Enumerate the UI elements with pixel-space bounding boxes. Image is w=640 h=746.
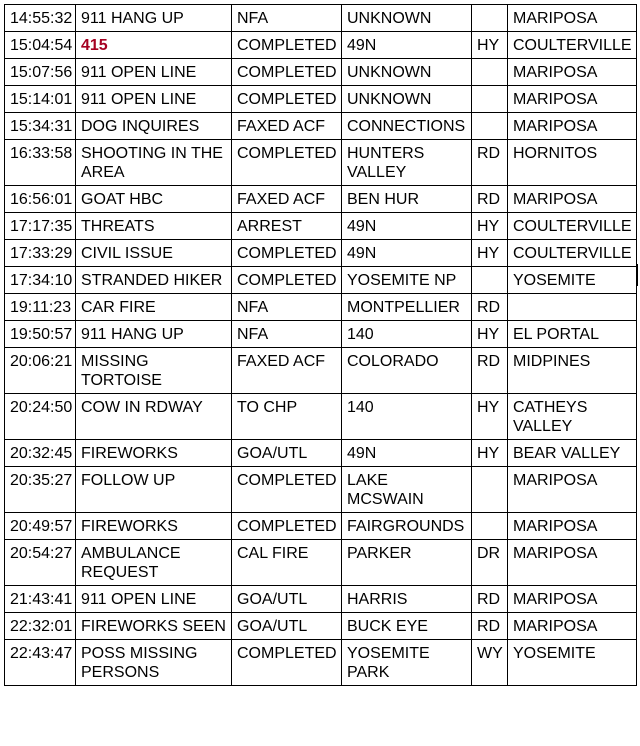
call-log-table — [4, 4, 637, 686]
call-type-cell: CAR FIRE — [76, 294, 232, 321]
city-cell: MARIPOSA — [508, 186, 637, 213]
call-type-cell: CIVIL ISSUE — [76, 240, 232, 267]
call-type-cell: FIREWORKS SEEN — [76, 613, 232, 640]
time-cell: 15:04:54 — [5, 32, 76, 59]
disposition-cell: COMPLETED — [232, 59, 342, 86]
time-cell: 19:50:57 — [5, 321, 76, 348]
city-cell: MARIPOSA — [508, 613, 637, 640]
city-cell: COULTERVILLE — [508, 213, 637, 240]
call-type-cell: AMBULANCE REQUEST — [76, 540, 232, 586]
time-cell: 20:49:57 — [5, 513, 76, 540]
street-type-cell: HY — [472, 213, 508, 240]
city-cell: CATHEYS VALLEY — [508, 394, 637, 440]
time-cell: 15:34:31 — [5, 113, 76, 140]
call-type-cell: 911 HANG UP — [76, 321, 232, 348]
city-cell: COULTERVILLE — [508, 240, 637, 267]
street-type-cell — [472, 467, 508, 513]
call-type-cell: POSS MISSING PERSONS — [76, 640, 232, 686]
street-cell: BUCK EYE — [342, 613, 472, 640]
time-cell: 20:35:27 — [5, 467, 76, 513]
call-type-cell: COW IN RDWAY — [76, 394, 232, 440]
street-cell: 140 — [342, 394, 472, 440]
street-type-cell: RD — [472, 348, 508, 394]
street-cell: CONNECTIONS — [342, 113, 472, 140]
city-cell: YOSEMITE — [508, 640, 637, 686]
call-type-cell: SHOOTING IN THE AREA — [76, 140, 232, 186]
time-cell: 20:06:21 — [5, 348, 76, 394]
street-type-cell: RD — [472, 140, 508, 186]
street-cell: FAIRGROUNDS — [342, 513, 472, 540]
disposition-cell: FAXED ACF — [232, 348, 342, 394]
street-cell: 140 — [342, 321, 472, 348]
street-cell: UNKNOWN — [342, 86, 472, 113]
time-cell: 16:56:01 — [5, 186, 76, 213]
city-cell: EL PORTAL — [508, 321, 637, 348]
city-cell: MIDPINES — [508, 348, 637, 394]
disposition-cell: CAL FIRE — [232, 540, 342, 586]
disposition-cell: TO CHP — [232, 394, 342, 440]
street-type-cell — [472, 513, 508, 540]
call-type-cell: THREATS — [76, 213, 232, 240]
street-cell: LAKE MCSWAIN — [342, 467, 472, 513]
street-type-cell: HY — [472, 394, 508, 440]
disposition-cell: ARREST — [232, 213, 342, 240]
city-cell: YOSEMITE — [508, 267, 637, 294]
table-row — [5, 321, 637, 348]
street-type-cell — [472, 86, 508, 113]
street-type-cell — [472, 113, 508, 140]
table-row — [5, 640, 637, 686]
time-cell: 20:32:45 — [5, 440, 76, 467]
table-row — [5, 140, 637, 186]
street-cell: 49N — [342, 440, 472, 467]
city-cell: MARIPOSA — [508, 59, 637, 86]
table-row — [5, 513, 637, 540]
time-cell: 19:11:23 — [5, 294, 76, 321]
call-type-cell: 911 OPEN LINE — [76, 86, 232, 113]
table-row — [5, 348, 637, 394]
street-type-cell — [472, 59, 508, 86]
disposition-cell: NFA — [232, 321, 342, 348]
street-cell: MONTPELLIER — [342, 294, 472, 321]
street-type-cell — [472, 267, 508, 294]
call-type-cell: 415 — [76, 32, 232, 59]
street-type-cell: HY — [472, 440, 508, 467]
street-type-cell: RD — [472, 586, 508, 613]
street-cell: UNKNOWN — [342, 5, 472, 32]
street-type-cell: RD — [472, 613, 508, 640]
city-cell: HORNITOS — [508, 140, 637, 186]
street-cell: BEN HUR — [342, 186, 472, 213]
table-row — [5, 540, 637, 586]
street-type-cell: RD — [472, 186, 508, 213]
street-cell: YOSEMITE NP — [342, 267, 472, 294]
disposition-cell: NFA — [232, 294, 342, 321]
disposition-cell: COMPLETED — [232, 240, 342, 267]
city-cell: MARIPOSA — [508, 540, 637, 586]
city-cell: BEAR VALLEY — [508, 440, 637, 467]
time-cell: 15:07:56 — [5, 59, 76, 86]
table-row — [5, 59, 637, 86]
street-type-cell: DR — [472, 540, 508, 586]
disposition-cell: COMPLETED — [232, 467, 342, 513]
street-cell: 49N — [342, 240, 472, 267]
street-cell: HARRIS — [342, 586, 472, 613]
city-cell: MARIPOSA — [508, 467, 637, 513]
table-row — [5, 440, 637, 467]
table-row — [5, 32, 637, 59]
disposition-cell: COMPLETED — [232, 140, 342, 186]
time-cell: 14:55:32 — [5, 5, 76, 32]
table-row — [5, 86, 637, 113]
call-type-cell: STRANDED HIKER — [76, 267, 232, 294]
time-cell: 21:43:41 — [5, 586, 76, 613]
city-cell: MARIPOSA — [508, 113, 637, 140]
street-type-cell: WY — [472, 640, 508, 686]
call-type-cell: DOG INQUIRES — [76, 113, 232, 140]
time-cell: 17:17:35 — [5, 213, 76, 240]
time-cell: 22:43:47 — [5, 640, 76, 686]
street-cell: YOSEMITE PARK — [342, 640, 472, 686]
disposition-cell: COMPLETED — [232, 86, 342, 113]
street-cell: COLORADO — [342, 348, 472, 394]
disposition-cell: FAXED ACF — [232, 113, 342, 140]
time-cell: 20:24:50 — [5, 394, 76, 440]
disposition-cell: COMPLETED — [232, 267, 342, 294]
call-type-cell: FIREWORKS — [76, 513, 232, 540]
disposition-cell: GOA/UTL — [232, 440, 342, 467]
street-cell: HUNTERS VALLEY — [342, 140, 472, 186]
call-type-cell: 911 OPEN LINE — [76, 59, 232, 86]
disposition-cell: COMPLETED — [232, 513, 342, 540]
time-cell: 15:14:01 — [5, 86, 76, 113]
disposition-cell: FAXED ACF — [232, 186, 342, 213]
call-type-cell: FIREWORKS — [76, 440, 232, 467]
disposition-cell: GOA/UTL — [232, 613, 342, 640]
disposition-cell: NFA — [232, 5, 342, 32]
disposition-cell: GOA/UTL — [232, 586, 342, 613]
table-row — [5, 467, 637, 513]
table-row — [5, 240, 637, 267]
disposition-cell: COMPLETED — [232, 640, 342, 686]
call-type-cell: 911 OPEN LINE — [76, 586, 232, 613]
city-cell — [508, 294, 637, 321]
disposition-cell: COMPLETED — [232, 32, 342, 59]
street-cell: 49N — [342, 32, 472, 59]
table-row — [5, 113, 637, 140]
call-type-cell: GOAT HBC — [76, 186, 232, 213]
time-cell: 17:33:29 — [5, 240, 76, 267]
call-type-cell: MISSING TORTOISE — [76, 348, 232, 394]
page-edge-divider — [637, 264, 638, 286]
street-type-cell: HY — [472, 32, 508, 59]
time-cell: 17:34:10 — [5, 267, 76, 294]
table-row — [5, 267, 637, 294]
call-type-cell: 911 HANG UP — [76, 5, 232, 32]
table-row — [5, 613, 637, 640]
time-cell: 20:54:27 — [5, 540, 76, 586]
table-row — [5, 213, 637, 240]
city-cell: COULTERVILLE — [508, 32, 637, 59]
table-row — [5, 5, 637, 32]
table-row — [5, 294, 637, 321]
city-cell: MARIPOSA — [508, 513, 637, 540]
table-row — [5, 186, 637, 213]
street-cell: 49N — [342, 213, 472, 240]
street-type-cell: RD — [472, 294, 508, 321]
street-type-cell: HY — [472, 240, 508, 267]
time-cell: 16:33:58 — [5, 140, 76, 186]
street-cell: UNKNOWN — [342, 59, 472, 86]
street-type-cell — [472, 5, 508, 32]
city-cell: MARIPOSA — [508, 586, 637, 613]
city-cell: MARIPOSA — [508, 5, 637, 32]
street-cell: PARKER — [342, 540, 472, 586]
table-row — [5, 394, 637, 440]
table-row — [5, 586, 637, 613]
city-cell: MARIPOSA — [508, 86, 637, 113]
time-cell: 22:32:01 — [5, 613, 76, 640]
call-type-cell: FOLLOW UP — [76, 467, 232, 513]
street-type-cell: HY — [472, 321, 508, 348]
